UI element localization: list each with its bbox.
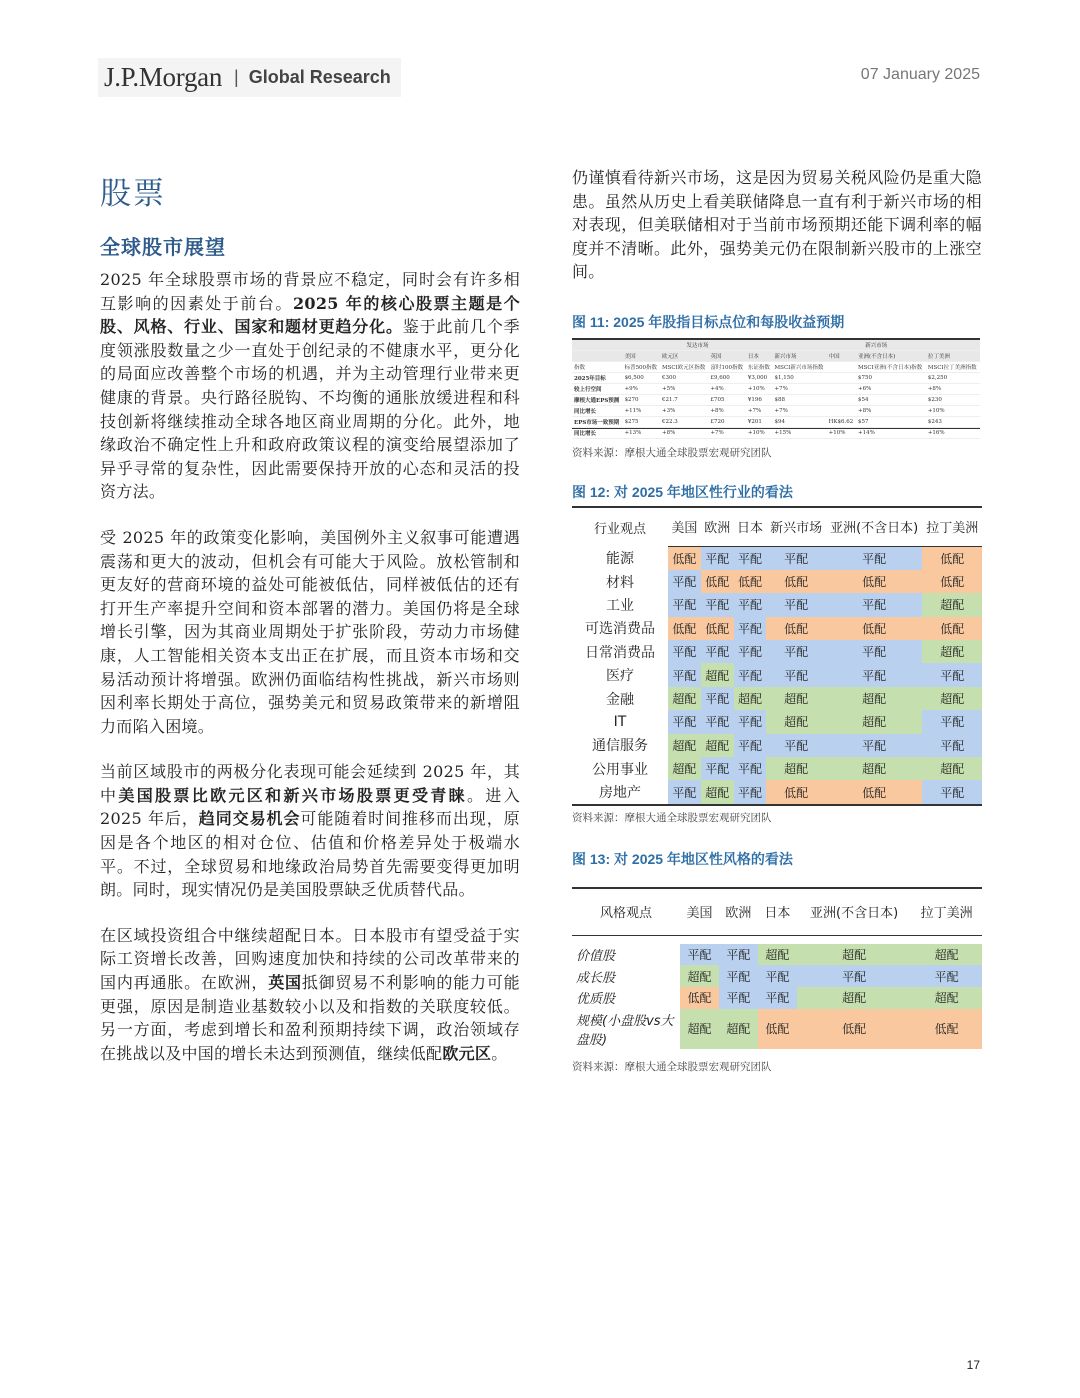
- fig11-cell: $270: [623, 394, 660, 405]
- fig13-cell: 平配: [758, 987, 797, 1009]
- fig11-cell: +7%: [708, 427, 745, 438]
- fig12-cell: 平配: [668, 593, 701, 616]
- fig11-cell: £9,600: [708, 372, 745, 383]
- fig12-cell: 平配: [826, 734, 923, 757]
- page-header: [98, 58, 980, 98]
- fig13-cell: 超配: [911, 987, 982, 1009]
- fig12-cell: 平配: [734, 593, 767, 616]
- fig12-header-cell: 行业观点: [593, 521, 646, 537]
- fig12-row-label: 公用事业: [572, 757, 668, 780]
- fig11-cell: ¥3,000: [746, 372, 773, 383]
- fig11-cell: 较上行空间: [572, 383, 623, 394]
- fig12-cell: 低配: [766, 570, 825, 593]
- paragraph-5: 仍谨慎看待新兴市场，这是因为贸易关税风险仍是重大隐患。虽然从历史上看美联储降息一直有利于新兴市场的相对表现，但美联储相对于当前市场预期还能下调利率的幅度并不清晰。此外，强势美元仍在限制新兴股市的上涨空间。: [572, 168, 982, 282]
- fig11-region-row: [572, 350, 980, 361]
- fig12-cell: 平配: [826, 546, 923, 569]
- fig12-header-cell: 新兴市场: [766, 507, 825, 547]
- fig13-header-cell: 风格观点: [572, 888, 680, 936]
- left-column: [100, 168, 520, 1087]
- fig11-row: [572, 427, 980, 438]
- fig11-cell: +13%: [623, 427, 660, 438]
- fig12-row: [572, 687, 982, 710]
- fig12-cell: 低配: [734, 570, 767, 593]
- fig11-cell: $94: [773, 416, 827, 427]
- fig11-cell: 同比增长: [572, 427, 623, 438]
- fig13-cell: 低配: [797, 1009, 912, 1049]
- fig11-cell: +16%: [926, 427, 980, 438]
- fig13-cell: 平配: [719, 965, 758, 987]
- fig11-cell: +5%: [660, 383, 708, 394]
- fig12-cell: 平配: [668, 640, 701, 663]
- fig11-cell: +9%: [623, 383, 660, 394]
- logo-box: [98, 58, 401, 97]
- fig13-spacer-row: [572, 935, 982, 944]
- fig12-cell: 超配: [766, 710, 825, 733]
- fig11-row: [572, 405, 980, 416]
- fig11-cell: +7%: [773, 383, 827, 394]
- fig11-cell: EPS市场一致预期: [572, 416, 623, 427]
- fig12-cell: 平配: [701, 640, 734, 663]
- fig11-cell: +7%: [746, 405, 773, 416]
- fig12-cell: 平配: [701, 687, 734, 710]
- fig11-cell: €22.3: [660, 416, 708, 427]
- fig12-row: [572, 757, 982, 780]
- fig12-cell: 平配: [766, 593, 825, 616]
- fig11-cell: +10%: [827, 427, 856, 438]
- fig11-cell: €21.7: [660, 394, 708, 405]
- fig12-cell: 平配: [734, 546, 767, 569]
- paragraph-1: 2025 年全球股票市场的背景应不稳定，同时会有许多相互影响的因素处于前台。2025 年的核心股票主题是个股、风格、行业、国家和题材更趋分化。鉴于此前几个季度领涨股数量之少一直处于创纪录的不健康水平，更分化的局面应改善整个市场的机遇，并为主动管理行业带来更健康的背景。央行路径脱钩、不均衡的通胀放缓进程和科技创新将继续推动全球各地区商业周期的分化。此外，地缘政治不确定性上升和政府政策议程的演变给展望添加了异乎寻常的复杂性，因此需要保持开放的心态和灵活的投资方法。: [100, 270, 520, 502]
- fig13-cell: 超配: [911, 944, 982, 966]
- fig13-cell: 超配: [797, 944, 912, 966]
- right-column: [572, 166, 982, 1074]
- fig12-cell: 超配: [826, 687, 923, 710]
- fig11-cell: +7%: [773, 405, 827, 416]
- fig12-cell: 平配: [734, 640, 767, 663]
- fig12-cell: 平配: [701, 546, 734, 569]
- fig13-cell: 平配: [680, 944, 719, 966]
- fig12-row-label: IT: [572, 710, 668, 733]
- fig13-cell: 平配: [758, 965, 797, 987]
- fig11-cell: +10%: [746, 383, 773, 394]
- fig12-cell: 超配: [922, 593, 982, 616]
- figure-12-table: [572, 506, 982, 806]
- jpmorgan-logo: J.P.Morgan: [104, 62, 223, 92]
- fig11-cell: +14%: [856, 427, 926, 438]
- page-number: 17: [966, 1358, 980, 1372]
- fig13-header-row: [572, 888, 982, 936]
- fig13-row: [572, 987, 982, 1009]
- fig11-cell: [827, 405, 856, 416]
- fig11-cell: +11%: [623, 405, 660, 416]
- fig12-row: [572, 640, 982, 663]
- paragraph-2: 受 2025 年的政策变化影响，美国例外主义叙事可能遭遇震荡和更大的波动，但机会有可能大于风险。放松管制和更友好的营商环境的益处可能被低估，同样被低估的还有打开生产率提升空间和资本部署的潜力。美国仍将是全球增长引擎，因为其商业周期处于扩张阶段，劳动力市场健康，人工智能相关资本支出正在扩展，而且资本市场和交易活动预计将增强。欧洲仍面临结构性挑战，新兴市场则因利率长期处于高位，强势美元和贸易政策带来的新增阻力而陷入困境。: [100, 527, 520, 736]
- fig12-cell: 低配: [701, 570, 734, 593]
- fig11-region-cell: 英国: [708, 350, 745, 361]
- fig12-cell: 平配: [668, 780, 701, 804]
- fig12-cell: 超配: [922, 757, 982, 780]
- fig13-header-cell: 拉丁美洲: [911, 888, 982, 936]
- fig11-index-cell: [827, 361, 856, 372]
- fig11-cell: $6,500: [623, 372, 660, 383]
- fig12-cell: 平配: [668, 710, 701, 733]
- fig11-region-cell: 日本: [746, 350, 773, 361]
- fig12-cell: 超配: [734, 687, 767, 710]
- fig13-row-label: 价值股: [572, 944, 680, 966]
- fig11-cell: $2,250: [926, 372, 980, 383]
- fig12-cell: 低配: [922, 546, 982, 569]
- fig11-region-cell: 中国: [827, 350, 856, 361]
- fig11-region-cell: 欧元区: [660, 350, 708, 361]
- fig11-cell: 2025年目标: [572, 372, 623, 383]
- fig13-cell: 低配: [911, 1009, 982, 1049]
- fig12-row-label: 医疗: [572, 663, 668, 686]
- figure-13-title: 图 13: 对 2025 年地区性风格的看法: [572, 850, 793, 867]
- fig12-cell: 低配: [826, 570, 923, 593]
- fig13-cell: 平配: [797, 965, 912, 987]
- fig12-header-cell: 欧洲: [701, 507, 734, 547]
- fig13-cell: 低配: [758, 1009, 797, 1049]
- fig12-cell: 平配: [922, 734, 982, 757]
- fig13-cell: 超配: [680, 1009, 719, 1049]
- fig13-row: [572, 965, 982, 987]
- fig12-cell: 平配: [734, 780, 767, 804]
- fig12-cell: 低配: [701, 617, 734, 640]
- fig12-cell: 平配: [701, 757, 734, 780]
- fig13-cell: 超配: [719, 1009, 758, 1049]
- fig12-cell: 平配: [668, 663, 701, 686]
- fig11-cell: $750: [856, 372, 926, 383]
- section-subtitle: 全球股市展望: [100, 235, 226, 259]
- fig12-header-cell: 拉丁美洲: [922, 507, 982, 547]
- fig12-cell: 平配: [766, 640, 825, 663]
- fig12-cell: 超配: [826, 710, 923, 733]
- fig12-cell: 超配: [766, 757, 825, 780]
- fig12-cell: 平配: [734, 734, 767, 757]
- fig12-cell: 平配: [734, 710, 767, 733]
- fig12-row-label: 通信服务: [572, 734, 668, 757]
- fig11-cell: [827, 372, 856, 383]
- section-title: 股票: [100, 176, 166, 212]
- fig11-cell: $88: [773, 394, 827, 405]
- fig13-row-label: 优质股: [572, 987, 680, 1009]
- fig12-row: [572, 570, 982, 593]
- fig12-cell: 超配: [668, 687, 701, 710]
- fig11-cell: £720: [708, 416, 745, 427]
- fig11-cell: £705: [708, 394, 745, 405]
- fig13-cell: 超配: [758, 944, 797, 966]
- fig11-cell: [827, 394, 856, 405]
- fig12-cell: 平配: [826, 663, 923, 686]
- report-date: 07 January 2025: [860, 66, 980, 83]
- fig11-cell: ¥196: [746, 394, 773, 405]
- figure-13-table: [572, 887, 982, 1049]
- fig11-cell: [827, 383, 856, 394]
- fig12-cell: 超配: [766, 687, 825, 710]
- fig13-header-cell: 欧洲: [719, 888, 758, 936]
- fig11-cell: +8%: [708, 405, 745, 416]
- fig12-cell: 低配: [766, 617, 825, 640]
- fig12-cell: 超配: [668, 757, 701, 780]
- fig12-cell: 平配: [734, 617, 767, 640]
- fig12-row-label: 金融: [572, 687, 668, 710]
- fig13-cell: 超配: [680, 965, 719, 987]
- fig11-cell: +8%: [856, 405, 926, 416]
- fig12-header-row: [572, 507, 982, 547]
- fig13-cell: 低配: [680, 987, 719, 1009]
- figure-11-title: 图 11: 2025 年股指目标点位和每股收益预期: [572, 313, 845, 330]
- fig11-row: [572, 372, 980, 383]
- fig13-spacer-cell: [572, 935, 982, 944]
- fig12-row: [572, 710, 982, 733]
- fig12-cell: 平配: [668, 570, 701, 593]
- fig11-index-cell: 标普500指数: [623, 361, 660, 372]
- fig13-cell: 超配: [797, 987, 912, 1009]
- fig11-cell: €300: [660, 372, 708, 383]
- fig12-cell: 低配: [922, 570, 982, 593]
- fig12-header-cell: 亚洲(不含日本): [826, 507, 923, 547]
- fig11-row: [572, 394, 980, 405]
- fig13-row: [572, 944, 982, 966]
- fig12-cell: 平配: [701, 593, 734, 616]
- fig11-group-cell: [572, 340, 623, 351]
- fig12-cell: 超配: [922, 687, 982, 710]
- fig11-cell: $275: [623, 416, 660, 427]
- fig12-cell: 低配: [826, 780, 923, 804]
- fig12-cell: 平配: [766, 734, 825, 757]
- fig12-row-label: 能源: [572, 546, 668, 569]
- fig12-row-label: 工业: [572, 593, 668, 616]
- fig12-cell: 平配: [826, 640, 923, 663]
- fig13-cell: 平配: [719, 987, 758, 1009]
- fig13-cell: 平配: [719, 944, 758, 966]
- fig11-cell: $1,150: [773, 372, 827, 383]
- fig12-row: [572, 780, 982, 804]
- figure-11-table-wrap: [572, 338, 980, 437]
- fig11-region-cell: 美国: [623, 350, 660, 361]
- fig11-cell: +6%: [856, 383, 926, 394]
- fig12-row: [572, 734, 982, 757]
- fig12-cell: 平配: [734, 757, 767, 780]
- fig12-cell: 超配: [922, 640, 982, 663]
- fig12-cell: 低配: [766, 780, 825, 804]
- fig12-row-label: 日常消费品: [572, 640, 668, 663]
- header-subtitle: Global Research: [248, 67, 391, 87]
- fig12-cell: 平配: [922, 663, 982, 686]
- fig12-cell: 超配: [701, 663, 734, 686]
- fig12-cell: 低配: [826, 617, 923, 640]
- fig13-row-label: 规模(小盘股vs大盘股): [572, 1009, 680, 1049]
- fig11-region-cell: 亚洲(不含日本): [856, 350, 926, 361]
- fig13-row-label: 成长股: [572, 965, 680, 987]
- fig12-row: [572, 546, 982, 569]
- fig11-cell: HK$6.62: [827, 416, 856, 427]
- fig11-cell: $54: [856, 394, 926, 405]
- fig12-cell: 平配: [701, 710, 734, 733]
- fig11-cell: 摩根大通EPS预测: [572, 394, 623, 405]
- fig11-index-cell: 东证指数: [746, 361, 773, 372]
- fig12-cell: 低配: [922, 617, 982, 640]
- fig11-region-cell: 新兴市场: [773, 350, 827, 361]
- fig12-header-cell: 美国: [668, 507, 701, 547]
- fig11-region-cell: [572, 350, 623, 361]
- fig11-index-row: [572, 361, 980, 372]
- figure-11-source: 资料来源：摩根大通全球股票宏观研究团队: [572, 446, 772, 459]
- figure-11-table: [572, 340, 980, 439]
- fig11-group-cell: 新兴市场: [773, 340, 980, 351]
- fig11-cell: +10%: [746, 427, 773, 438]
- fig12-cell: 平配: [922, 710, 982, 733]
- fig12-row: [572, 617, 982, 640]
- fig12-row-label: 房地产: [572, 780, 668, 804]
- fig12-cell: 平配: [922, 780, 982, 804]
- fig11-cell: $57: [856, 416, 926, 427]
- figure-12-title: 图 12: 对 2025 年地区性行业的看法: [572, 483, 793, 500]
- fig12-cell: 超配: [826, 757, 923, 780]
- fig11-index-cell: MSCI欧元区指数: [660, 361, 708, 372]
- fig12-header-cell: 日本: [734, 507, 767, 547]
- figure-13-source: 资料来源：摩根大通全球股票宏观研究团队: [572, 1060, 772, 1073]
- fig13-header-cell: 日本: [758, 888, 797, 936]
- fig13-header-cell: 美国: [680, 888, 719, 936]
- fig11-cell: +4%: [708, 383, 745, 394]
- fig12-cell: 超配: [701, 734, 734, 757]
- fig13-header-cell: 亚洲(不含日本): [797, 888, 912, 936]
- figure-12-source: 资料来源：摩根大通全球股票宏观研究团队: [572, 811, 772, 824]
- fig12-cell: 平配: [766, 663, 825, 686]
- fig11-index-cell: 富时100指数: [708, 361, 745, 372]
- fig11-index-cell: MSCI亚洲(不含日本)指数: [856, 361, 926, 372]
- fig11-cell: +3%: [660, 405, 708, 416]
- fig11-index-cell: MSCI拉丁美洲指数: [926, 361, 980, 372]
- paragraph-4: 在区域投资组合中继续超配日本。日本股市有望受益于实际工资增长改善，回购速度加快和持续的公司改革带来的国内再通胀。在欧洲，英国抵御贸易不利影响的能力可能更强，原因是制造业基数较小以及和指数的关联度较低。另一方面，考虑到增长和盈利预期持续下调，政治领域存在挑战以及中国的增长未达到预测值，继续低配欧元区。: [100, 925, 520, 1063]
- fig12-cell: 超配: [668, 734, 701, 757]
- fig12-row: [572, 593, 982, 616]
- fig11-cell: +10%: [926, 405, 980, 416]
- fig11-cell: 同比增长: [572, 405, 623, 416]
- fig11-index-cell: 指数: [572, 361, 623, 372]
- fig12-cell: 平配: [766, 546, 825, 569]
- fig12-cell: 低配: [668, 546, 701, 569]
- fig12-cell: 低配: [668, 617, 701, 640]
- fig11-index-cell: MSCI新兴市场指数: [773, 361, 827, 372]
- fig11-row: [572, 416, 980, 427]
- fig12-cell: 平配: [826, 593, 923, 616]
- fig12-cell: 超配: [701, 780, 734, 804]
- fig12-cell: 平配: [734, 663, 767, 686]
- header-separator: |: [234, 67, 239, 87]
- fig11-cell: +15%: [773, 427, 827, 438]
- fig11-row: [572, 383, 980, 394]
- fig11-cell: +8%: [660, 427, 708, 438]
- fig13-cell: 平配: [911, 965, 982, 987]
- paragraph-3: 当前区域股市的两极分化表现可能会延续到 2025 年，其中美国股票比欧元区和新兴市场股票更受青睐。进入 2025 年后，趋同交易机会可能随着时间推移而出现，原因是各个地区的相对仓位、估值和价格差异处于极端水平。不过，全球贸易和地缘政治局势首先需要变得更加明朗。同时，现实情况仍是美国股票缺乏优质替代品。: [100, 762, 520, 900]
- fig11-group-cell: 发达市场: [623, 340, 773, 351]
- fig11-group-row: [572, 340, 980, 351]
- fig11-cell: +8%: [926, 383, 980, 394]
- fig13-row: [572, 1009, 982, 1049]
- fig12-row-label: 材料: [572, 570, 668, 593]
- fig12-row: [572, 663, 982, 686]
- fig12-row-label: 可选消费品: [572, 617, 668, 640]
- fig11-cell: $230: [926, 394, 980, 405]
- fig11-cell: $243: [926, 416, 980, 427]
- fig11-cell: ¥201: [746, 416, 773, 427]
- fig11-region-cell: 拉丁美洲: [926, 350, 980, 361]
